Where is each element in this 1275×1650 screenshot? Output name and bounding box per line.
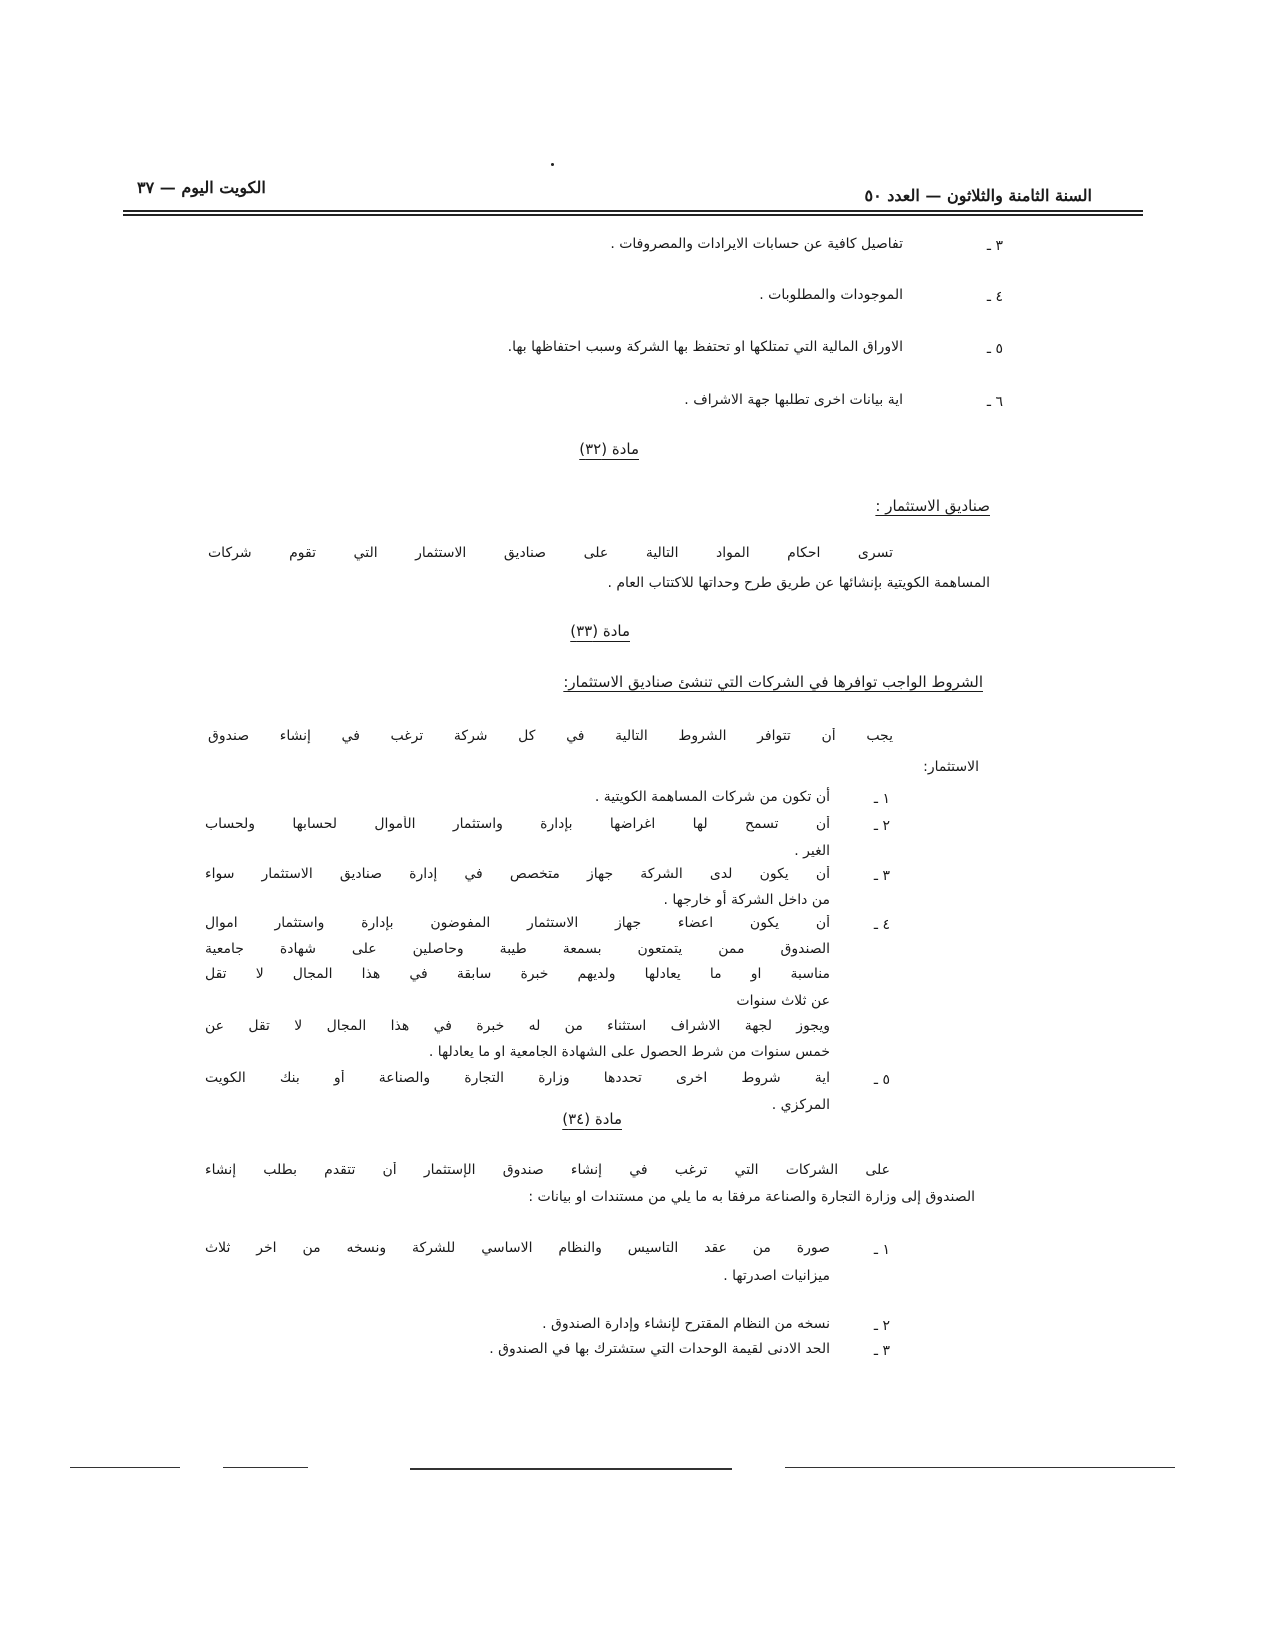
list-item-text: الصندوق ممن يتمتعون بسمعة طيبة وحاصلين على شهادة جامعية xyxy=(205,941,830,957)
list-item-text: المركزي . xyxy=(771,1097,830,1113)
list-item-text: الاوراق المالية التي تمتلكها او تحتفظ بها الشركة وسبب احتفاظها بها. xyxy=(507,339,903,355)
paragraph-line: المساهمة الكويتية بإنشائها عن طريق طرح وحداتها للاكتتاب العام . xyxy=(607,575,990,591)
paragraph-line: يجب أن تتوافر الشروط التالية في كل شركة ترغب في إنشاء صندوق xyxy=(208,728,893,744)
header-rule-top xyxy=(123,210,1143,212)
list-item-text: ويجوز لجهة الاشراف استثناء من له خبرة في هذا المجال لا تقل عن xyxy=(205,1018,830,1034)
list-item-text: اية شروط اخرى تحددها وزارة التجارة والصناعة أو بنك الكويت xyxy=(205,1070,830,1086)
list-item-text: الغير . xyxy=(794,843,830,859)
list-item-text: مناسبة او ما يعادلها ولديهم خبرة سابقة في هذا المجال لا تقل xyxy=(205,966,830,982)
page-header-publication: الكويت اليوم — ٣٧ xyxy=(137,178,266,197)
list-item-number: ٣ ـ xyxy=(986,238,1003,254)
list-item-number: ٤ ـ xyxy=(873,917,890,933)
paragraph-line: على الشركات التي ترغب في إنشاء صندوق الإستثمار أن تتقدم بطلب إنشاء xyxy=(205,1162,890,1178)
list-item-text: أن تكون من شركات المساهمة الكويتية . xyxy=(594,789,830,805)
list-item-text: عن ثلاث سنوات xyxy=(736,993,830,1009)
footer-rule xyxy=(223,1467,308,1468)
list-item-text: من داخل الشركة أو خارجها . xyxy=(663,892,830,908)
footer-rule xyxy=(785,1467,1175,1468)
list-item-number: ٣ ـ xyxy=(873,1343,890,1359)
list-item-text: أن يكون لدى الشركة جهاز متخصص في إدارة صناديق الاستثمار سواء xyxy=(205,866,830,882)
list-item-number: ٦ ـ xyxy=(986,394,1003,410)
list-item-text: تفاصيل كافية عن حسابات الايرادات والمصروفات . xyxy=(610,236,903,252)
list-item-text: أن تسمح لها اغراضها بإدارة واستثمار الأموال لحسابها ولحساب xyxy=(205,816,830,832)
list-item-text: الحد الادنى لقيمة الوحدات التي ستشترك بها في الصندوق . xyxy=(489,1341,830,1357)
list-item-number: ٤ ـ xyxy=(986,289,1003,305)
header-rule-bottom xyxy=(123,214,1143,216)
paragraph-line: تسرى احكام المواد التالية على صناديق الاستثمار التي تقوم شركات xyxy=(208,545,893,561)
list-item-text: خمس سنوات من شرط الحصول على الشهادة الجامعية او ما يعادلها . xyxy=(428,1044,830,1060)
footer-rule xyxy=(70,1467,180,1468)
section-heading: صناديق الاستثمار : xyxy=(875,497,990,515)
list-item-number: ٥ ـ xyxy=(873,1072,890,1088)
list-item-text: الموجودات والمطلوبات . xyxy=(759,287,903,303)
list-item-text: اية بيانات اخرى تطلبها جهة الاشراف . xyxy=(684,392,903,408)
paragraph-line: الاستثمار: xyxy=(923,759,979,775)
list-item-text: صورة من عقد التاسيس والنظام الاساسي للشركة ونسخه من اخر ثلاث xyxy=(205,1240,830,1256)
footer-rule xyxy=(410,1468,732,1470)
list-item-number: ١ ـ xyxy=(873,1242,890,1258)
paragraph-line: الصندوق إلى وزارة التجارة والصناعة مرفقا به ما يلي من مستندات او بيانات : xyxy=(528,1189,975,1205)
list-item-text: ميزانيات اصدرتها . xyxy=(723,1268,830,1284)
list-item-text: نسخه من النظام المقترح لإنشاء وإدارة الصندوق . xyxy=(542,1316,830,1332)
page-header-issue: السنة الثامنة والثلاثون — العدد ٥٠ xyxy=(864,186,1092,205)
list-item-number: ١ ـ xyxy=(873,791,890,807)
list-item-number: ٢ ـ xyxy=(873,1318,890,1334)
article-title: مادة (٣٢) xyxy=(579,440,639,458)
list-item-text: أن يكون اعضاء جهاز الاستثمار المفوضون بإدارة واستثمار اموال xyxy=(205,915,830,931)
article-title: مادة (٣٣) xyxy=(570,622,630,640)
list-item-number: ٣ ـ xyxy=(873,868,890,884)
scan-speck xyxy=(551,163,554,166)
section-heading: الشروط الواجب توافرها في الشركات التي تنشئ صناديق الاستثمار: xyxy=(563,673,983,691)
list-item-number: ٢ ـ xyxy=(873,818,890,834)
article-title: مادة (٣٤) xyxy=(562,1110,622,1128)
list-item-number: ٥ ـ xyxy=(986,341,1003,357)
